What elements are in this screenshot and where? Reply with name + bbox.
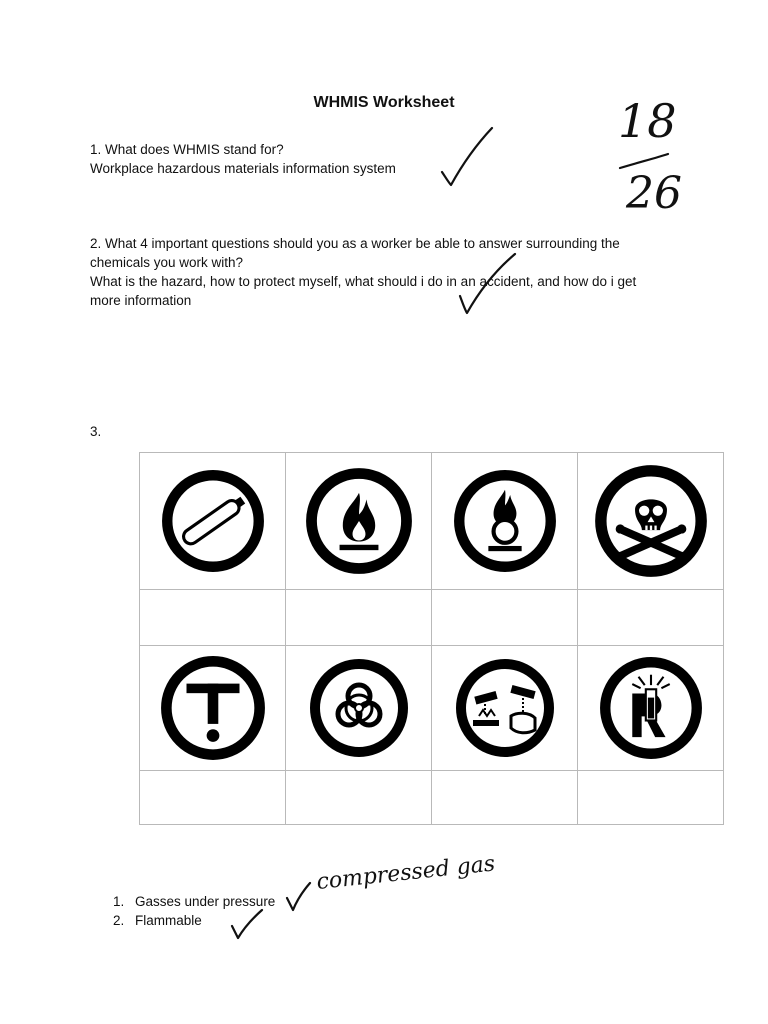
grade-score: 18 (618, 94, 677, 148)
fraction-line (620, 154, 668, 168)
checkmark-icon (442, 128, 492, 185)
checkmark-icon (460, 254, 515, 313)
checkmark-icon (287, 883, 310, 910)
question-3-prompt: 3. (90, 424, 102, 439)
list-text: Flammable (135, 913, 202, 928)
question-2-answer: What is the hazard, how to protect myself, what should i do in an accident, and how do i get more information (90, 274, 637, 308)
grade-total: 26 (626, 168, 682, 219)
question-1-prompt: 1. What does WHMIS stand for? (90, 142, 284, 157)
list-number: 2. (113, 913, 125, 928)
list-text: Gasses under pressure (135, 894, 276, 909)
list-number: 1. (113, 894, 125, 909)
question-2-prompt: 2. What 4 important questions should you as a worker be able to answer surrounding the chemicals you work with? (90, 236, 620, 270)
handwritten-note: compressed gas (315, 851, 497, 895)
checkmark-icon (232, 910, 262, 938)
question-1-answer: Workplace hazardous materials information system (90, 161, 396, 176)
page-title: WHMIS Worksheet (313, 94, 455, 111)
